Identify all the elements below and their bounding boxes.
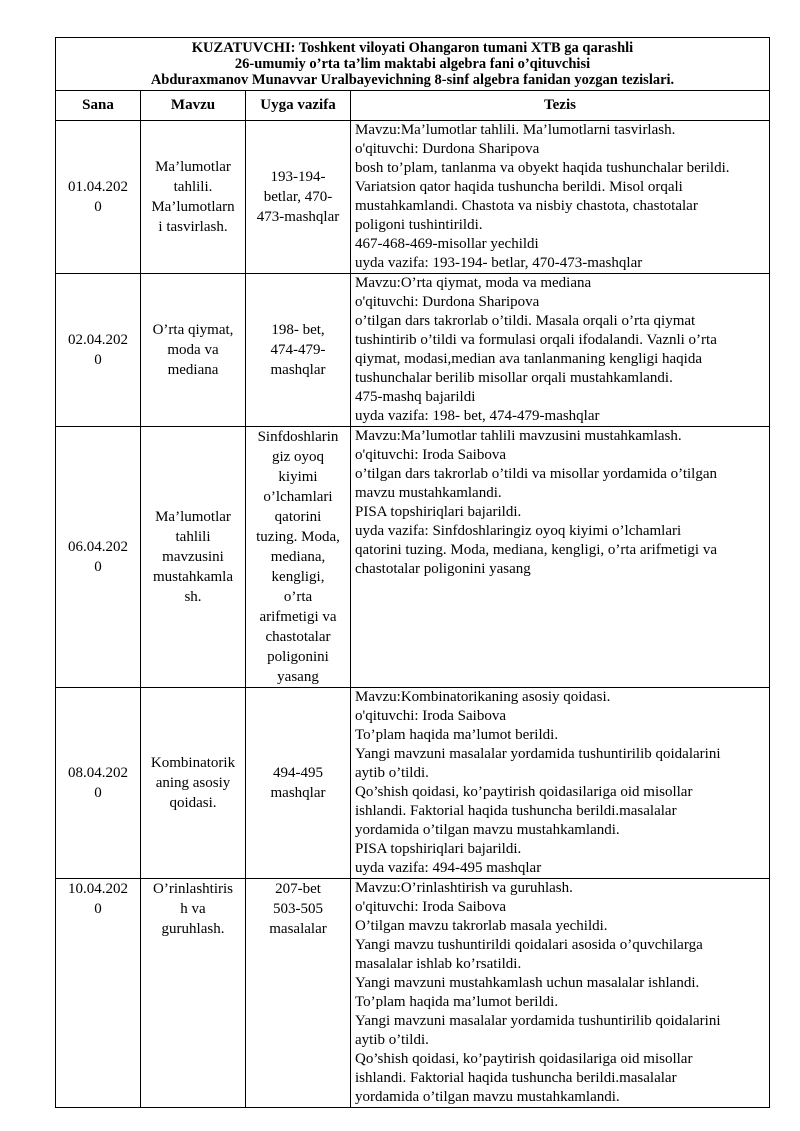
column-header-row	[56, 91, 770, 121]
homework-line: chastotalar	[265, 629, 331, 645]
table-row	[56, 274, 770, 427]
thesis-line: mustahkamlandi. Chastota va nisbiy chastota, chastotalar	[355, 198, 698, 214]
topic-line: aning asosiy	[155, 775, 231, 791]
topic-line: sh.	[184, 589, 202, 605]
thesis-line: Mavzu:Ma’lumotlar tahlili. Ma’lumotlarni tasvirlash.	[355, 122, 676, 138]
thesis-line: chastotalar poligonini yasang	[355, 561, 531, 577]
homework-line: Sinfdoshlarin	[257, 429, 339, 445]
title-line-3: Abduraxmanov Munavvar Uralbayevichning 8-sinf algebra fanidan yozgan tezislari.	[150, 71, 675, 88]
topic-line: tahlili	[175, 529, 211, 545]
homework-line: 198- bet,	[271, 322, 325, 338]
homework-line: 193-194-	[270, 169, 326, 185]
thesis-line: o'qituvchi: Durdona Sharipova	[355, 141, 540, 157]
date-line: 0	[94, 352, 102, 368]
date-cell	[56, 427, 141, 688]
topic-line: mavzusini	[162, 549, 224, 565]
thesis-line: Yangi mavzu tushuntirildi qoidalari asosida o’quvchilarga	[355, 937, 703, 953]
document-page	[55, 37, 769, 1108]
thesis-line: Mavzu:O’rta qiymat, moda va mediana	[355, 275, 592, 291]
table-row	[56, 121, 770, 274]
topic-cell	[141, 427, 246, 688]
homework-line: 494-495	[273, 765, 323, 781]
thesis-line: uyda vazifa: Sinfdoshlaringiz oyoq kiyimi o’lchamlari	[355, 523, 682, 539]
homework-line: poligonini	[267, 649, 329, 665]
topic-line: Ma’lumotlarn	[151, 199, 235, 215]
homework-line: masalalar	[269, 921, 327, 937]
date-line: 0	[94, 199, 102, 215]
thesis-line: poligoni tushintirildi.	[355, 217, 483, 233]
topic-line: tahlili.	[173, 179, 213, 195]
thesis-line: Yangi mavzuni masalalar yordamida tushuntirilib qoidalarini	[355, 746, 721, 762]
topic-line: O’rta qiymat,	[152, 322, 234, 338]
thesis-line: aytib o’tildi.	[355, 765, 429, 781]
homework-line: o’lchamlari	[263, 489, 333, 505]
topic-line: O’rinlashtiris	[153, 881, 233, 897]
column-header-date: Sana	[56, 91, 141, 121]
title-line-1: KUZATUVCHI: Toshkent viloyati Ohangaron tumani XTB ga qarashli	[191, 39, 634, 56]
table-body	[56, 121, 770, 1108]
thesis-line: ishlandi. Faktorial haqida tushuncha berildi.masalalar	[355, 803, 677, 819]
thesis-line: yordamida o’tilgan mavzu mustahkamlandi.	[355, 822, 620, 838]
thesis-line: To’plam haqida ma’lumot berildi.	[355, 994, 559, 1010]
thesis-line: Variatsion qator haqida tushuncha berildi. Misol orqali	[355, 179, 683, 195]
homework-cell	[246, 427, 351, 688]
thesis-cell	[351, 274, 770, 427]
date-cell	[56, 121, 141, 274]
topic-line: mustahkamla	[153, 569, 233, 585]
homework-line: arifmetigi va	[259, 609, 337, 625]
thesis-line: o’tilgan dars takrorlab o’tildi. Masala orqali o’rta qiymat	[355, 313, 696, 329]
thesis-line: qatorini tuzing. Moda, mediana, kengligi, o’rta arifmetigi va	[355, 542, 717, 558]
thesis-cell	[351, 688, 770, 879]
thesis-line: uyda vazifa: 494-495 mashqlar	[355, 860, 542, 876]
homework-line: mashqlar	[270, 785, 326, 801]
thesis-line: 467-468-469-misollar yechildi	[355, 236, 539, 252]
homework-line: tuzing. Moda,	[256, 529, 340, 545]
thesis-line: Yangi mavzuni mustahkamlash uchun masalalar ishlandi.	[355, 975, 700, 991]
homework-cell	[246, 274, 351, 427]
homework-line: mediana,	[270, 549, 326, 565]
topic-line: guruhlash.	[161, 921, 225, 937]
thesis-line: o'qituvchi: Durdona Sharipova	[355, 294, 540, 310]
homework-line: 503-505	[273, 901, 323, 917]
date-line: 06.04.202	[68, 539, 128, 555]
thesis-line: Qo’shish qoidasi, ko’paytirish qoidasilariga oid misollar	[355, 1051, 693, 1067]
homework-line: 474-479-	[270, 342, 326, 358]
thesis-cell	[351, 879, 770, 1108]
date-line: 0	[94, 785, 102, 801]
date-line: 0	[94, 901, 102, 917]
thesis-line: o'qituvchi: Iroda Saibova	[355, 708, 507, 724]
topic-cell	[141, 274, 246, 427]
thesis-line: uyda vazifa: 193-194- betlar, 470-473-mashqlar	[355, 255, 643, 271]
thesis-line: mavzu mustahkamlandi.	[355, 485, 502, 501]
thesis-line: yordamida o’tilgan mavzu mustahkamlandi.	[355, 1089, 620, 1105]
date-cell	[56, 688, 141, 879]
title-line-2: 26-umumiy o’rta ta’lim maktabi algebra fani o’qituvchisi	[234, 55, 591, 72]
date-cell	[56, 879, 141, 1108]
homework-cell	[246, 688, 351, 879]
thesis-line: qiymat, modasi,median ava tanlanmaning kengligi haqida	[355, 351, 702, 367]
date-cell	[56, 274, 141, 427]
homework-line: qatorini	[274, 509, 322, 525]
column-header-homework: Uyga vazifa	[246, 91, 351, 121]
thesis-line: masalalar ishlab ko’rsatildi.	[355, 956, 522, 972]
thesis-line: Mavzu:Ma’lumotlar tahlili mavzusini mustahkamlash.	[355, 428, 682, 444]
homework-line: mashqlar	[270, 362, 326, 378]
thesis-line: o'qituvchi: Iroda Saibova	[355, 899, 507, 915]
thesis-table	[55, 37, 770, 1108]
homework-line: yasang	[277, 669, 319, 685]
thesis-line: o'qituvchi: Iroda Saibova	[355, 447, 507, 463]
topic-cell	[141, 879, 246, 1108]
homework-cell	[246, 879, 351, 1108]
thesis-cell	[351, 121, 770, 274]
homework-line: o’rta	[283, 589, 313, 605]
thesis-line: O’tilgan mavzu takrorlab masala yechildi.	[355, 918, 608, 934]
date-line: 02.04.202	[68, 332, 128, 348]
thesis-line: ishlandi. Faktorial haqida tushuncha berildi.masalalar	[355, 1070, 677, 1086]
column-header-thesis: Tezis	[351, 91, 770, 121]
topic-line: h va	[180, 901, 206, 917]
topic-line: Ma’lumotlar	[155, 509, 231, 525]
homework-line: giz oyoq	[271, 449, 325, 465]
topic-cell	[141, 688, 246, 879]
thesis-line: uyda vazifa: 198- bet, 474-479-mashqlar	[355, 408, 600, 424]
thesis-line: To’plam haqida ma’lumot berildi.	[355, 727, 559, 743]
table-row	[56, 427, 770, 688]
thesis-line: aytib o’tildi.	[355, 1032, 429, 1048]
thesis-line: Mavzu:Kombinatorikaning asosiy qoidasi.	[355, 689, 611, 705]
thesis-line: 475-mashq bajarildi	[355, 389, 476, 405]
topic-line: mediana	[167, 362, 219, 378]
homework-cell	[246, 121, 351, 274]
topic-line: moda va	[167, 342, 219, 358]
thesis-line: tushunchalar berilib misollar orqali mustahkamlandi.	[355, 370, 673, 386]
date-line: 0	[94, 559, 102, 575]
topic-line: Kombinatorik	[150, 755, 236, 771]
table-row	[56, 688, 770, 879]
homework-line: betlar, 470-	[263, 189, 333, 205]
homework-line: kengligi,	[271, 569, 325, 585]
thesis-line: PISA topshiriqlari bajarildi.	[355, 504, 522, 520]
topic-cell	[141, 121, 246, 274]
table-title-row	[56, 38, 770, 91]
thesis-line: bosh to’plam, tanlanma va obyekt haqida tushunchalar berildi.	[355, 160, 730, 176]
topic-line: qoidasi.	[169, 795, 217, 811]
homework-line: 473-mashqlar	[256, 209, 340, 225]
table-row	[56, 879, 770, 1108]
homework-line: 207-bet	[275, 881, 321, 897]
topic-line: i tasvirlash.	[158, 219, 228, 235]
column-header-topic: Mavzu	[141, 91, 246, 121]
thesis-line: Qo’shish qoidasi, ko’paytirish qoidasilariga oid misollar	[355, 784, 693, 800]
table-title	[56, 38, 770, 91]
thesis-line: Mavzu:O’rinlashtirish va guruhlash.	[355, 880, 573, 896]
thesis-line: PISA topshiriqlari bajarildi.	[355, 841, 522, 857]
date-line: 08.04.202	[68, 765, 128, 781]
thesis-line: tushintirib o’tildi va formulasi orqali ifodalandi. Vaznli o’rta	[355, 332, 717, 348]
date-line: 10.04.202	[68, 881, 128, 897]
thesis-line: Yangi mavzuni masalalar yordamida tushuntirilib qoidalarini	[355, 1013, 721, 1029]
thesis-line: o’tilgan dars takrorlab o’tildi va misollar yordamida o’tilgan	[355, 466, 718, 482]
homework-line: kiyimi	[278, 469, 318, 485]
topic-line: Ma’lumotlar	[155, 159, 231, 175]
date-line: 01.04.202	[68, 179, 128, 195]
thesis-cell	[351, 427, 770, 688]
